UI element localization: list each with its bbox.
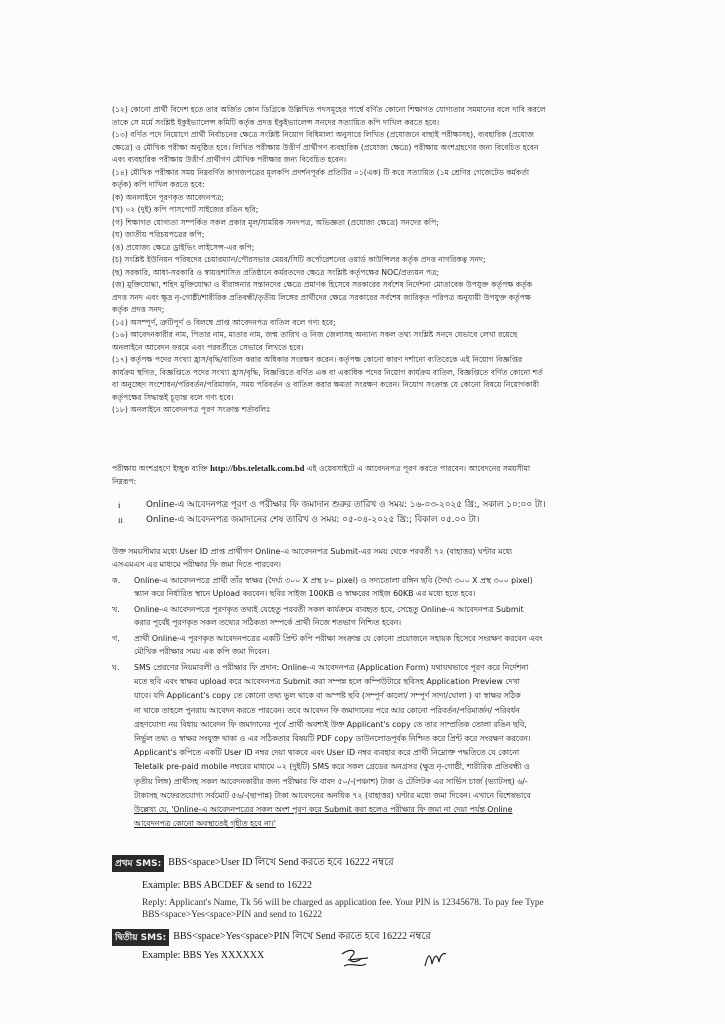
first-sms-tag: প্রথম SMS:: [112, 855, 164, 872]
signature-initial-2: [422, 946, 448, 972]
deadline-num: i: [118, 500, 121, 510]
step-line: যাবে। যদি Applicant's copy তে কোনো তথ্য ভুল থাকে বা অস্পষ্ট ছবি (সম্পূর্ণ কালো/ সম্পূর্ণ সাদা/ঘোলা ) বা স্বাক্ষর সঠিক: [134, 691, 521, 701]
step-text: [134, 632, 542, 658]
step-line: স্ক্যান করে নির্ধারিত স্থানে Upload করবেন। ছবির সাইজ 100KB ও স্বাক্ষরের সাইজ 60KB এর মধ্যে হতে হবে।: [134, 589, 476, 598]
clause-line: কর্তৃপক্ষের সিদ্ধান্তই চূড়ান্ত বলে গণ্য হবে।: [112, 392, 234, 402]
clause-line: তাকে সে মর্মে সংশ্লিষ্ট ইকুইভ্যালেন্স কমিটি কর্তৃক প্রদত্ত ইকুইভ্যালেন্স সনদের সত্যায়িত কপি দাখিল করতে হবে।: [112, 117, 440, 127]
clause-line: অনলাইনে আবেদন ফরমে এবং পরবর্তীতে সেভাবে লিখতে হবে।: [112, 342, 304, 352]
application-steps: [112, 574, 637, 834]
step-label: ক.: [112, 576, 121, 585]
clause-line: (ছ) সরকারি, আধা-সরকারি ও স্বায়ত্তশাসিত প্রতিষ্ঠানে কর্মরতদের ক্ষেত্রে সংশ্লিষ্ট কর্তৃপক্ষের NOC/প্রত্যয়ন পত্র;: [112, 267, 440, 277]
step-line: টাকাসহ অফেরতযোগ্য সর্বমোট ৫৬/-(ছাপান্ন) টাকা আবেদনের অনধিক ৭২ (বাহাত্তর) ঘণ্টার মধ্যে জমা দিবেন। এখানে বিশেষভাবে: [134, 790, 531, 800]
clause-line: (জ) মুক্তিযোদ্ধা, শহিদ মুক্তিযোদ্ধা ও বীরাঙ্গনার সন্তানদের ক্ষেত্রে প্রমাণক হিসেবে সরকারের সর্বশেষ নির্দেশনা মোতাবেক উপযুক্ত কর্তৃপক্ষ কর্তৃক: [112, 280, 533, 289]
application-url[interactable]: http://bbs.teletalk.com.bd: [210, 463, 305, 473]
clause-line: (১৭) কর্তৃপক্ষ পদের সংখ্যা হ্রাস/বৃদ্ধি/বাতিল করার অধিকার সংরক্ষণ করেন। কর্তৃপক্ষ কোনো কারণ দর্শানো ব্যতিরেকে এই নিয়োগ বিজ্ঞপ্তির: [112, 355, 523, 364]
step-line: উল্লেখ্য যে, 'Online-এ আবেদনপত্রের সকল অংশ পূরণ করে Submit করা হলেও পরীক্ষার ফি জমা না দেয়া পর্যন্ত Online: [134, 805, 513, 815]
clause-line: কর্তৃক) কপি দাখিল করতে হবে:: [112, 180, 205, 189]
apply-line2: নিম্নরূপ:: [112, 477, 137, 486]
step-text: [134, 603, 524, 629]
clause-line: কর্তৃক প্রদত্ত সনদ;: [112, 305, 165, 314]
step-line: প্রার্থী Online-এ পূরণকৃত আবেদনপত্রের একটি প্রিন্ট কপি পরীক্ষা সংক্রান্ত যে কোনো প্রয়োজনে সহায়ক হিসেবে সংরক্ষণ করবেন এবং: [134, 634, 543, 643]
step-line: নির্ভুল তথ্য ও স্বাক্ষর সংযুক্ত থাকা ও এর সঠিকতার বিষয়টি PDF copy ডাউনলোডপূর্বক নিশ্চিত করে প্রিন্ট করে সংরক্ষণ করবেন।: [134, 734, 531, 744]
clause-line: (১২) কোনো প্রার্থী বিদেশ হতে তার অর্জিত কোন ডিগ্রিকে উল্লিখিত পদসমূহের পার্শ্বে বর্ণিত কোনো শিক্ষাগত যোগ্যতার সমমানের বলে দাবি করলে: [112, 105, 546, 114]
clause-line: (১৮) অনলাইনে আবেদনপত্র পূরণ সংক্রান্ত শর্তাবলিঃ: [112, 405, 271, 414]
clause-line: (চ) সংশ্লিষ্ট ইউনিয়ন পরিষদের চেয়ারম্যান/পৌরসভার মেয়র/সিটি কর্পোরেশনের ওয়ার্ড কাউন্সিলর কর্তৃক প্রদত্ত নাগরিকত্ব সনদ;: [112, 255, 486, 264]
step-line: করার পূর্বেই পূরণকৃত সকল তথ্যের সঠিকতা সম্পর্কে প্রার্থী নিজে শতভাগ নিশ্চিত হবেন।: [134, 618, 402, 627]
step-label: গ.: [112, 634, 120, 643]
step-line: Applicant's কপিতে একটি User ID নম্বর দেয়া থাকবে এবং User ID নম্বর ব্যবহার করে প্রার্থী নিম্নোক্ত পদ্ধতিতে যে কোনো: [134, 748, 520, 758]
step-line: মতে ছবি এবং স্বাক্ষর upload করে আবেদনপত্র Submit করা সম্পন্ন হলে কম্পিউটারে ছবিসহ Application Preview দেখা: [134, 677, 520, 687]
first-sms-example: Example: BBS ABCDEF & send to 16222: [142, 880, 313, 891]
clause-line: (গ) শিক্ষাগত যোগ্যতা সম্পর্কিত সকল প্রকার মূল/সাময়িক সনদপত্র, অভিজ্ঞতা (প্রযোজ্য ক্ষেত্রে) সনদের কপি;: [112, 217, 439, 227]
step-label: ঘ.: [112, 663, 120, 672]
clause-line: (ঙ) প্রযোজ্য ক্ষেত্রে ড্রাইভিং লাইসেন্স-এর কপি;: [112, 242, 255, 252]
clause-line: বা অনুচ্ছেদ সংশোধন/পরিবর্তন/পরিমার্জন, সময় পরিবর্তন ও বাতিল করার ক্ষমতা সংরক্ষণ করেন। নিয়োগ সংক্রান্ত যে কোনো বিষয়ে নিয়োগকারী: [112, 380, 539, 389]
step-line: Online-এ আবেদনপত্রে পূরণকৃত তথ্যই যেহেতু পরবর্তী সকল কার্যক্রমে ব্যবহৃত হবে, সেহেতু Online-এ আবেদনপত্র Submit: [134, 605, 524, 614]
deadline-text: Online-এ আবেদনপত্র পূরণ ও পরীক্ষার ফি জমাদান শুরুর তারিখ ও সময়: ১৬-০৩-২০২৫ খ্রি:, সকাল ১০:০০ টা।: [146, 500, 546, 510]
clause-line: এবং ব্যবহারিক পরীক্ষায় উত্তীর্ণ প্রার্থীগণ মৌখিক পরীক্ষার জন্য বিবেচিত হবেন।: [112, 155, 347, 164]
first-sms-reply: [142, 897, 637, 921]
clause-line: ক্ষেত্রে) ও মৌখিক পরীক্ষা অনুষ্ঠিত হবে। লিখিত পরীক্ষায় উত্তীর্ণ প্রার্থীগণ ব্যবহারিক (প্রযোজ্য ক্ষেত্রে) পরীক্ষায় অংশগ্রহণের জন্য বিবেচিত হবেন: [112, 142, 539, 152]
clause-line: (১৩) বর্ণিত পদে নিয়োগে প্রার্থী নির্বাচনের ক্ষেত্রে সংশ্লিষ্ট নিয়োগ বিধিমালা অনুসারে লিখিত (প্রযোজনে বাছাই পরীক্ষাসহ), ব্যবহারিক (প্রযোজ: [112, 130, 534, 139]
second-sms-example: Example: BBS Yes XXXXXX: [142, 950, 265, 961]
application-step: [112, 574, 637, 600]
apply-instruction: [112, 462, 632, 489]
fee-time-note-line: উক্ত সময়সীমার মধ্যে User ID প্রাপ্ত প্রার্থীগণ Online-এ আবেদনপত্র Submit-এর সময় থেকে পরবর্তী ৭২ (বাহাত্তর) ঘণ্টার মধ্যে: [112, 547, 513, 556]
application-step: [112, 661, 637, 831]
fee-time-note: [112, 545, 632, 571]
step-line: না থাকে তাহলে পুনরায় আবেদন করতে পারবেন। তবে আবেদন ফি জমাদানের পরে আর কোনো পরিবর্তন/পরিমার্জন/ পরিবর্ধন: [134, 705, 520, 715]
deadline-end: [118, 513, 638, 528]
clause-line: (খ) ০২ (দুই) কপি পাসপোর্ট সাইজের রঙিন ছবি;: [112, 205, 259, 214]
reply-line: Reply: Applicant's Name, Tk 56 will be charged as application fee. Your PIN is 12345678. To pay fee Type: [142, 898, 544, 908]
step-line: মৌখিক পরীক্ষার সময় এক কপি জমা দিবেন।: [134, 647, 270, 656]
clause-line: (১৬) আবেদনকারীর নাম, পিতার নাম, মাতার নাম, জন্ম তারিখ ও নিজ জেলাসহ অন্যান্য সকল তথ্য সংশ্লিষ্ট সনদে যেভাবে লেখা রয়েছে: [112, 330, 518, 339]
terms-clauses: [112, 104, 632, 417]
apply-post-text: এই ওয়েবসাইটে এ আবেদনপত্র পূরণ করতে পারবেন। আবেদনের সময়সীমা: [304, 464, 531, 473]
first-sms-block: [112, 855, 637, 872]
clause-line: (ক) অনলাইনে পূরণকৃত আবেদনপত্র;: [112, 192, 224, 202]
clause-line: প্রদত্ত সনদ এবং ক্ষুদ্র নৃ-গোষ্ঠী/শারীরিক প্রতিবন্ধী/তৃতীয় লিঙ্গের প্রার্থীদের ক্ষেত্রে সরকারের সর্বশেষ জারিকৃত পরিপত্র অনুযায়ী উপযুক্ত কর্তৃপক্ষ: [112, 292, 532, 302]
signature-initial-1: [338, 946, 372, 972]
clause-line: (ঘ) জাতীয় পরিচয়পত্রের কপি;: [112, 230, 205, 239]
reply-line: BBS<space>Yes<space>PIN and send to 16222: [142, 910, 323, 920]
deadline-start: [118, 498, 638, 513]
deadline-num: ii: [118, 515, 123, 525]
fee-time-note-line: এসএমএস এর মাধ্যমে পরীক্ষার ফি জমা দিতে পারবেন।: [112, 560, 281, 569]
second-sms-block: [112, 929, 637, 946]
second-sms-instruction: BBS<space>Yes<space>PIN লিখে Send করতে হবে 16222 নম্বরে: [173, 931, 431, 942]
step-line: Online-এ আবেদনপত্রে প্রার্থী তাঁর স্বাক্ষর (দৈর্ঘ্য ৩০০ X প্রস্থ ৮০ pixel) ও সদ্যতোলা রঙ্গিন ছবি (দৈর্ঘ্য ৩০০ X প্রস্থ ৩০০ pixel): [134, 576, 533, 585]
step-line: Teletalk pre-paid mobile নম্বরের মাধ্যমে ০২ (দুইটি) SMS করে সকল গ্রেডের অনগ্রসর (ক্ষুদ্র নৃ-গোষ্ঠী, শারীরিক প্রতিবন্ধী ও: [134, 762, 530, 772]
clause-line: (১৪) মৌখিক পরীক্ষার সময় নিম্নবর্ণিত কাগজপত্রের মূলকপি প্রদর্শনপূর্বক প্রতিটির ০১(এক) টি করে সত্যায়িত (১ম শ্রেণির গেজেটেড কর্মকর্তা: [112, 167, 530, 177]
apply-pre-text: পরীক্ষায় অংশগ্রহণে ইচ্ছুক ব্যক্তি: [112, 464, 211, 473]
deadline-list: [118, 498, 638, 528]
step-line: আবেদনপত্র কোনো অবস্থাতেই গৃহীত হবে না।': [134, 819, 276, 829]
first-sms-instruction: BBS<space>User ID লিখে Send করতে হবে 16222 নম্বরে: [168, 857, 394, 868]
clause-line: (১৫) অসম্পূর্ণ, ত্রুটিপূর্ণ ও বিলম্বে প্রাপ্ত আবেদনপত্র বাতিল বলে গণ্য হবে;: [112, 317, 336, 327]
step-text: [134, 574, 533, 600]
step-line: গ্রহণযোগ্য নয় বিধায় আবেদন ফি জমাদানের পূর্বে প্রার্থী অবশ্যই উক্ত Applicant's copy তে তার সাম্প্রতিক তোলা রঙিন ছবি,: [134, 719, 527, 729]
step-line: তৃতীয় লিঙ্গ) প্রার্থীসহ সকল আবেদনকারীর জন্য পরীক্ষার ফি বাবদ ৫০/-(পঞ্চাশ) টাকা ও টেলিটক এর সার্ভিস চার্জ (ভ্যাটসহ) ৬/-: [134, 776, 528, 786]
step-line: SMS প্রেরণের নিয়মাবলী ও পরীক্ষার ফি প্রদান: Online-এ আবেদনপত্র (Application Form) যথাযথভাবে পূরণ করে নির্দেশনা: [134, 663, 529, 672]
application-step: [112, 603, 637, 629]
application-step: [112, 632, 637, 658]
step-text: [134, 661, 531, 831]
deadline-text: Online-এ আবেদনপত্র জমাদানের শেষ তারিখ ও সময়: ০৫-০৪-২০২৫ খ্রি:; বিকাল ০৫.০০ টা।: [146, 515, 480, 525]
second-sms-tag: দ্বিতীয় SMS:: [112, 929, 169, 946]
clause-line: কার্যক্রম স্থগিত, বিজ্ঞপ্তিতে পদের সংখ্যা হ্রাস/বৃদ্ধি, বিজ্ঞপ্তিতে বর্ণিত এক বা একাধিক পদের নিয়োগ কার্যক্রম বাতিল, বিজ্ঞপ্তিতে বর্ণিত কোনো শর্ত: [112, 367, 543, 377]
step-label: খ.: [112, 605, 120, 614]
